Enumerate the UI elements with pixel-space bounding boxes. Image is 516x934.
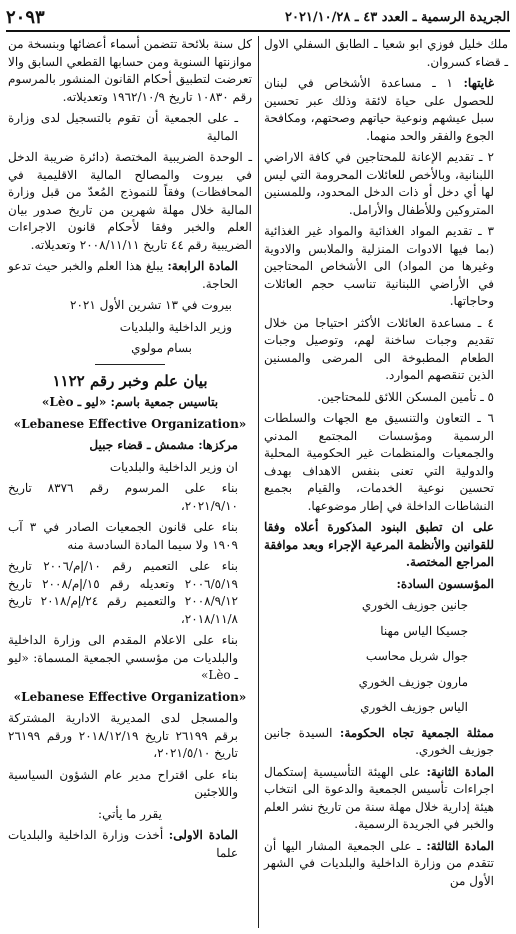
condition-text: على ان تطبق البنود المذكورة أعلاه وفقا للقوانين والأنظمة المرعية الإجراء وبعد موافقة المراجع المختصة. bbox=[264, 520, 494, 569]
intro-text: ملك خليل فوزي ابو شعيا ـ الطابق السفلي الاول ـ قضاء كسروان. bbox=[264, 37, 508, 69]
recital: بناء على المرسوم رقم ٨٣٧٦ تاريخ ٢٠٢١/٩/١٠، bbox=[8, 481, 238, 513]
goal-3: ٣ ـ تقديم المواد الغذائية والمواد غير الغذائية (بما فيها الادوات المنزلية والملابس والادوية وغيرها من المواد) الى الأشخاص المحتاجين في الأراضي اللبنانية تناسب حجم العائلات وحاجاتها. bbox=[264, 224, 494, 308]
gazette-title: الجريدة الرسمية ـ العدد ٤٣ ـ ٢٠٢١/١٠/٢٨ bbox=[284, 9, 510, 25]
notice-subtitle: بتاسيس جمعية باسم: «ليو ـ Lèo» bbox=[41, 395, 219, 409]
gov-rep bbox=[264, 725, 508, 760]
founder-name: مارون جوزيف الخوري bbox=[358, 674, 468, 689]
goal-5: ٥ ـ تأمين المسكن اللائق للمحتاجين. bbox=[317, 389, 494, 404]
article-4 bbox=[8, 258, 252, 293]
page-number: ٢٠٩٣ bbox=[6, 6, 45, 28]
article-2-label: المادة الثانية: bbox=[426, 764, 494, 779]
notice-title: بيان علم وخبر رقم ١١٢٢ bbox=[52, 371, 208, 390]
signature-name: بسام مولوي bbox=[131, 341, 192, 355]
goal-1 bbox=[264, 75, 508, 145]
notice-latin-name: «Lebanese Effective Organization» bbox=[13, 416, 247, 431]
tax-intro: ـ على الجمعية أن تقوم بالتسجيل لدى وزارة المالية bbox=[8, 111, 238, 143]
recital: بناء على التعميم رقم ١٠/إم/٢٠٠٦ تاريخ ٢٠٠٦/٥/١٩ وتعديله رقم ١٥/إم/٢٠٠٨ تاريخ ٢٠٠٨/٩/١٢ والتعميم رقم ٢٤/إم/٢٠١٨ تاريخ ٢٠١٨/١١/٨، bbox=[8, 559, 238, 626]
signature-title: وزير الداخلية والبلديات bbox=[119, 319, 232, 334]
article-1-label: المادة الاولى: bbox=[168, 828, 238, 842]
association-latin-name: «Lebanese Effective Organization» bbox=[13, 689, 247, 704]
goal-6: ٦ ـ التعاون والتنسيق مع الجهات والسلطات الرسمية ومؤسسات المجتمع المدني والجمعيات والمنظمات غير الحكومية المحلية والدولية التي تعنى بنفس الاهداف بهدف تحسين نوعية الخدمات، والقيام بجميع النشاطات الداخلة في إطار موضوعها. bbox=[264, 411, 494, 513]
decides-text: يقرر ما يأتي: bbox=[98, 806, 162, 821]
founders-label: المؤسسون السادة: bbox=[396, 576, 494, 591]
goal-label: غايتها: bbox=[463, 76, 494, 90]
article-1 bbox=[8, 827, 252, 862]
founders-list bbox=[264, 597, 508, 717]
goal-1-text: ١ ـ مساعدة الأشخاص في لبنان للحصول على حياة لائقة وذلك عبر تحسين سبل عيشهم ونوعية حياتهم وصحتهم، ومكافحة الجوع والفقر والحد منهما. bbox=[264, 76, 494, 143]
article-4-label: المادة الرابعة: bbox=[167, 259, 238, 273]
recital: بناء على الاعلام المقدم الى وزارة الداخلية والبلديات من مؤسسي الجمعية المسماة: «ليو ـ Lèo» bbox=[8, 633, 238, 682]
headquarters: مركزها: مشمش ـ قضاء جبيل bbox=[89, 438, 238, 452]
recital: بناء على قانون الجمعيات الصادر في ٣ آب ١٩٠٩ ولا سيما المادة السادسة منه bbox=[8, 520, 238, 552]
section-rule bbox=[95, 364, 165, 365]
right-column bbox=[264, 36, 508, 894]
tax-text: ـ الوحدة الضريبية المختصة (دائرة ضريبة الدخل في بيروت والمصالح المالية الاقليمية في المحافظات) وفقاً للنموذج المُعدّ من قبل وزارة المالية خلال مهلة شهرين من تاريخ صدور بيان العلم والخبر وفقا لأحكام قانون الاجراءات الضريبية رقم ٤٤ تاريخ ٢٠٠٨/١١/١١ وتعديلاته. bbox=[8, 150, 252, 252]
registration-text: والمسجل لدى المديرية الادارية المشتركة برقم ٢٦١٩٩ تاريخ ٢٠١٨/١٢/١٩ ورقم ٢٦١٩٩ تاريخ ٢٠٢١/٥/١٠، bbox=[8, 711, 238, 760]
article-3-label: المادة الثالثة: bbox=[426, 838, 494, 853]
founder-name: جوال شربل محاسب bbox=[365, 649, 468, 663]
gov-rep-label: ممثلة الجمعية تجاه الحكومة: bbox=[339, 725, 494, 740]
founder-name: الياس جوزيف الخوري bbox=[360, 700, 468, 714]
column-divider bbox=[258, 36, 259, 928]
page-header bbox=[6, 4, 510, 32]
founder-name: جسيكا الياس مهنا bbox=[380, 623, 468, 638]
left-column bbox=[8, 36, 252, 866]
proposal-text: بناء على اقتراح مدير عام الشؤون السياسية واللاجئين bbox=[8, 767, 238, 799]
article-4-text: يبلغ هذا العلم والخبر حيث تدعو الحاجة. bbox=[8, 259, 238, 291]
minister-line: ان وزير الداخلية والبلديات bbox=[109, 459, 238, 474]
gov-rep-text: السيدة جانين جوزيف الخوري. bbox=[264, 725, 494, 757]
goal-4: ٤ ـ مساعدة العائلات الأكثر احتياجا من خلال تقديم وجبات ساخنة لهم، وتوصيل وجبات الطعام المطبوخة الى المرضى والمسنين الذين تنقصهم الموارد. bbox=[264, 315, 494, 382]
signature-date: بيروت في ١٣ تشرين الأول ٢٠٢١ bbox=[70, 298, 232, 312]
article-3 bbox=[264, 838, 508, 891]
founder-name: جانين جوزيف الخوري bbox=[361, 598, 468, 612]
article-2 bbox=[264, 764, 508, 834]
article-3-text: ـ على الجمعية المشار اليها أن تتقدم من وزارة الداخلية والبلديات في الشهر الأول من bbox=[264, 838, 494, 888]
article-2-text: على الهيئة التأسيسية إستكمال اجراءات تأسيس الجمعية والدعوة الى انتخاب هيئة إدارية خلال مهلة سنة من تاريخ نشر العلم والخبر في الجريدة الرسمية. bbox=[264, 764, 494, 831]
continuation-text: كل سنة بلائحة تتضمن أسماء أعضائها وبنسخة من موازنتها السنوية ومن حسابها القطعي السابق والا تعرضت لتطبيق أحكام القانون المنشور بالمرسوم رقم ١٠٨٣٠ تاريخ ١٩٦٢/١٠/٩ وتعديلاته. bbox=[8, 37, 252, 104]
goal-2: ٢ ـ تقديم الإعانة للمحتاجين في كافة الاراضي اللبنانية، وبالأخص للعائلات المحرومة التي ليس لها أي دخل أو ذات الدخل المحدود، وللمسنين المتروكين وللأطفال والأرامل. bbox=[264, 150, 494, 217]
article-1-text: أخذت وزارة الداخلية والبلديات علما bbox=[8, 828, 238, 860]
